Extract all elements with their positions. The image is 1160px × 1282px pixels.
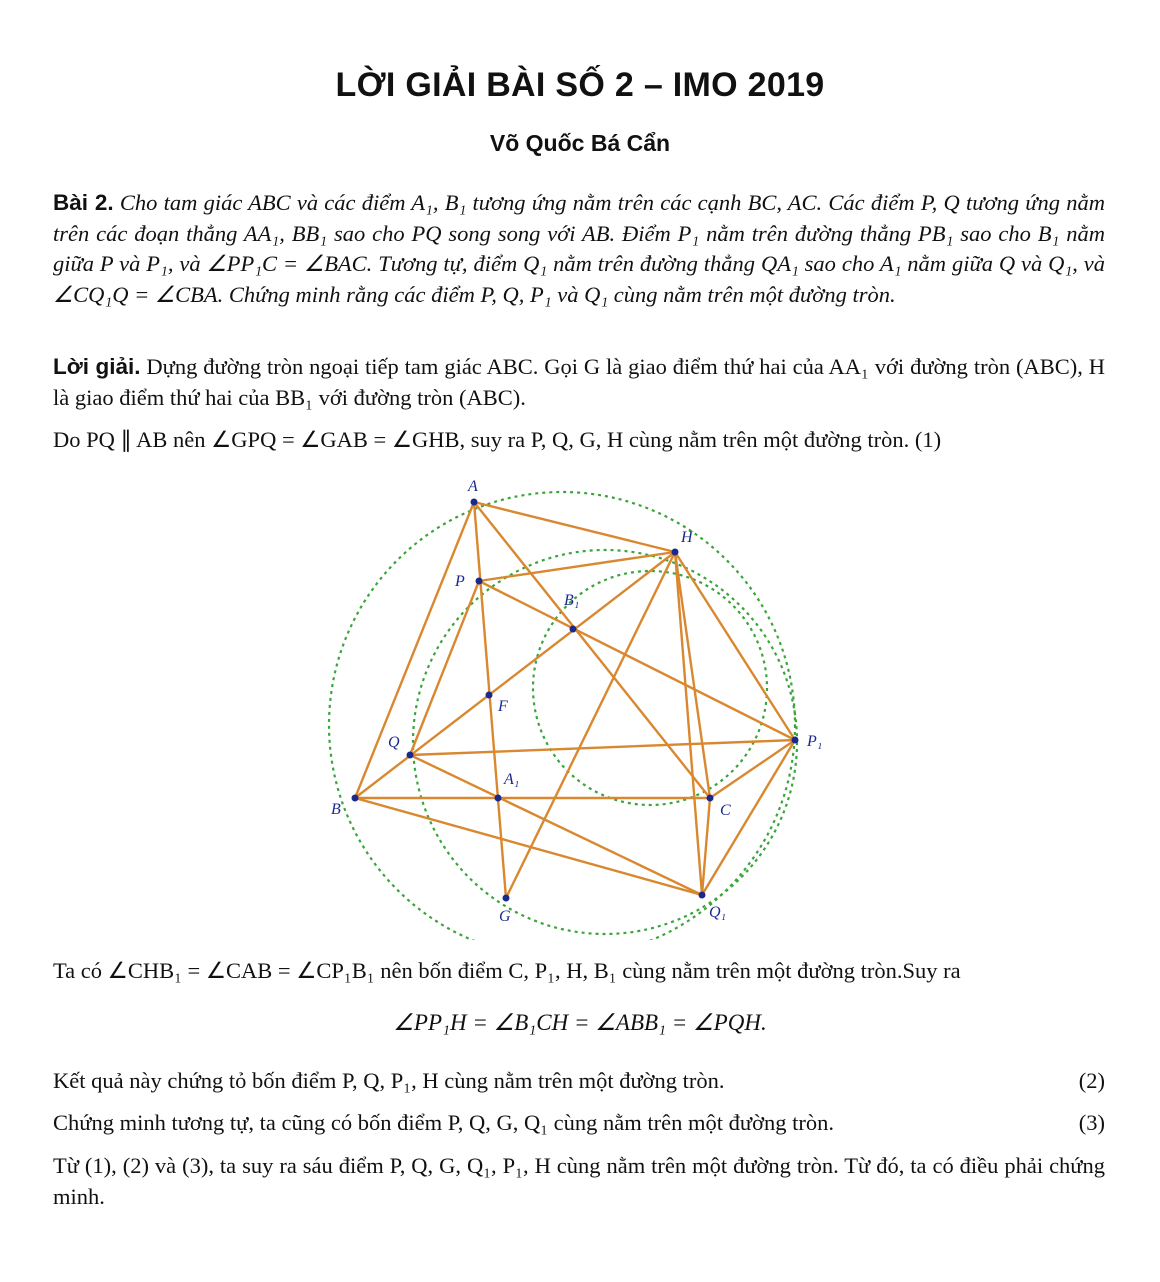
segment-ah	[474, 502, 675, 552]
segment-hq1	[675, 552, 702, 895]
segment-hp1	[675, 552, 795, 740]
label-f: F	[498, 698, 508, 715]
solution-paragraph-1	[53, 352, 1105, 413]
segment-hg	[506, 552, 675, 898]
display-equation: ∠PP₁H = ∠B₁CH = ∠ABB₁ = ∠PQH.	[393, 1010, 767, 1035]
label-b: B	[331, 801, 341, 818]
solution-text-1: Dựng đường tròn ngoại tiếp tam giác ABC. Gọi G là giao điểm thứ hai của AA₁ với đường tròn (ABC), H là giao điểm thứ hai của BB₁ với đường tròn (ABC).	[53, 354, 1105, 410]
geometry-figure	[300, 470, 860, 940]
segment-ph	[479, 552, 675, 581]
result-text-2: Kết quả này chứng tỏ bốn điểm P, Q, P₁, H cùng nằm trên một đường tròn.	[53, 1068, 725, 1093]
segment-cq1	[702, 798, 710, 895]
result-line-2	[53, 1066, 1105, 1097]
segment-pp1	[479, 581, 795, 740]
result-line-3	[53, 1108, 1105, 1139]
solution-paragraph-2: Do PQ ∥ AB nên ∠GPQ = ∠GAB = ∠GHB, suy ra P, Q, G, H cùng nằm trên một đường tròn. (1)	[53, 427, 942, 452]
solution-label: Lời giải.	[53, 354, 141, 379]
problem-statement	[53, 188, 1105, 310]
point-b	[352, 795, 359, 802]
equation-number-3: (3)	[1078, 1110, 1105, 1135]
equation-number-2: (2)	[1078, 1068, 1105, 1093]
segment-ac	[474, 502, 710, 798]
problem-text: Cho tam giác ABC và các điểm A₁, B₁ tương ứng nằm trên các cạnh BC, AC. Các điểm P, Q tương ứng nằm trên các đoạn thẳng AA₁, BB₁ sao cho PQ song song với AB. Điểm P₁ nằm trên đường thẳng PB₁ sao cho B₁ nằm giữa P và P₁, và ∠PP₁C = ∠BAC. Tương tự, điểm Q₁ nằm trên đường thẳng QA₁ sao cho A₁ nằm giữa Q và Q₁, và ∠CQ₁Q = ∠CBA. Chứng minh rằng các điểm P, Q, P₁ và Q₁ cùng nằm trên một đường tròn.	[53, 190, 1106, 307]
point-g	[503, 895, 510, 902]
point-c	[707, 795, 714, 802]
label-p1: P₁	[807, 733, 823, 750]
point-f	[486, 692, 493, 699]
label-q: Q	[388, 734, 400, 751]
point-q	[407, 752, 414, 759]
label-g: G	[499, 908, 511, 925]
author-name: Võ Quốc Bá Cẩn	[489, 130, 671, 156]
label-h: H	[681, 529, 693, 546]
point-a	[471, 499, 478, 506]
point-b1	[570, 626, 577, 633]
label-b1: B₁	[564, 592, 580, 609]
point-p	[476, 578, 483, 585]
segment-qp1	[410, 740, 795, 755]
point-a1	[495, 795, 502, 802]
solution-paragraph-3: Ta có ∠CHB₁ = ∠CAB = ∠CP₁B₁ nên bốn điểm C, P₁, H, B₁ cùng nằm trên một đường tròn.Suy ra	[53, 958, 961, 983]
label-c: C	[720, 802, 731, 819]
problem-label: Bài 2.	[53, 190, 114, 215]
point-q1	[699, 892, 706, 899]
conclusion-paragraph: Từ (1), (2) và (3), ta suy ra sáu điểm P, Q, G, Q₁, P₁, H cùng nằm trên một đường tròn. Từ đó, ta có điều phải chứng minh.	[53, 1153, 1105, 1209]
page-title: LỜI GIẢI BÀI SỐ 2 – IMO 2019	[335, 66, 825, 104]
label-q1: Q₁	[709, 904, 727, 921]
point-p1	[792, 737, 799, 744]
point-h	[672, 549, 679, 556]
label-a: A	[468, 478, 478, 495]
segment-cp1	[710, 740, 795, 798]
circumcircle-abc	[329, 492, 795, 940]
label-p: P	[455, 573, 465, 590]
label-a1: A₁	[504, 771, 520, 788]
segment-bh	[355, 552, 675, 798]
result-text-3: Chứng minh tương tự, ta cũng có bốn điểm P, Q, G, Q₁ cùng nằm trên một đường tròn.	[53, 1110, 834, 1135]
